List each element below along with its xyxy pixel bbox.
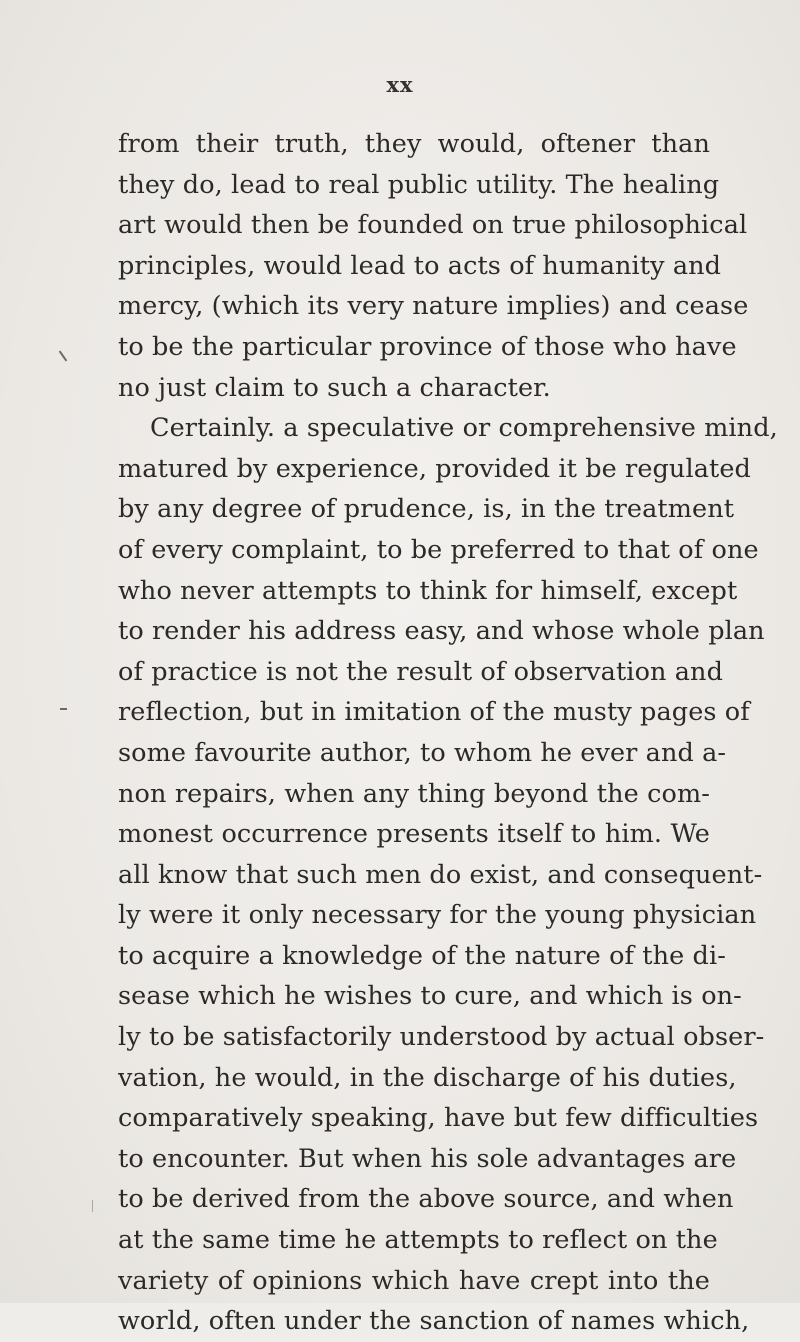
text-line: art would then be founded on true philosophical [118,210,748,241]
paper-blemish [60,708,67,710]
page-number: xx [386,72,414,97]
text-line: no just claim to such a character. [118,372,551,403]
paper-blemish [92,1200,93,1212]
text-line: mercy, (which its very nature implies) and cease [118,291,749,322]
text-line: matured by experience, provided it be regulated [118,453,751,484]
text-line: from their truth, they would, oftener than [118,129,710,159]
text-line: who never attempts to think for himself, except [118,575,738,606]
text-line: principles, would lead to acts of humanity and [118,250,722,281]
text-line: by any degree of prudence, is, in the treatment [118,494,735,525]
text-line: monest occurrence presents itself to him. We [118,819,710,850]
text-line: world, often under the sanction of names which, [118,1306,750,1337]
text-line: all know that such men do exist, and consequent- [118,859,763,890]
text-line: non repairs, when any thing beyond the com- [118,778,710,809]
text-line: to acquire a knowledge of the nature of the di- [118,940,726,971]
text-line: to be derived from the above source, and when [118,1184,734,1215]
text-line: some favourite author, to whom he ever and a- [118,737,727,768]
text-line: of every complaint, to be preferred to that of one [118,534,759,565]
text-line: Certainly. a speculative or comprehensive mind, [150,413,778,444]
text-line: sease which he wishes to cure, and which is on- [118,981,742,1012]
text-line: ly to be satisfactorily understood by actual obser- [118,1022,765,1053]
text-line: ly were it only necessary for the young physician [118,900,757,931]
body-text [118,124,778,1342]
text-line: comparatively speaking, have but few difficulties [118,1103,759,1134]
text-line: to be the particular province of those who have [118,331,737,362]
text-line: vation, he would, in the discharge of his duties, [118,1062,737,1093]
paper-blemish [59,351,68,362]
text-line: at the same time he attempts to reflect on the [118,1225,718,1256]
text-line: reflection, but in imitation of the musty pages of [118,697,750,728]
text-line: they do, lead to real public utility. The healing [118,169,720,200]
text-line: variety of opinions which have crept into the [118,1265,710,1296]
text-line: to render his address easy, and whose whole plan [118,616,765,647]
text-line: of practice is not the result of observation and [118,656,723,687]
text-line: to encounter. But when his sole advantages are [118,1143,737,1174]
